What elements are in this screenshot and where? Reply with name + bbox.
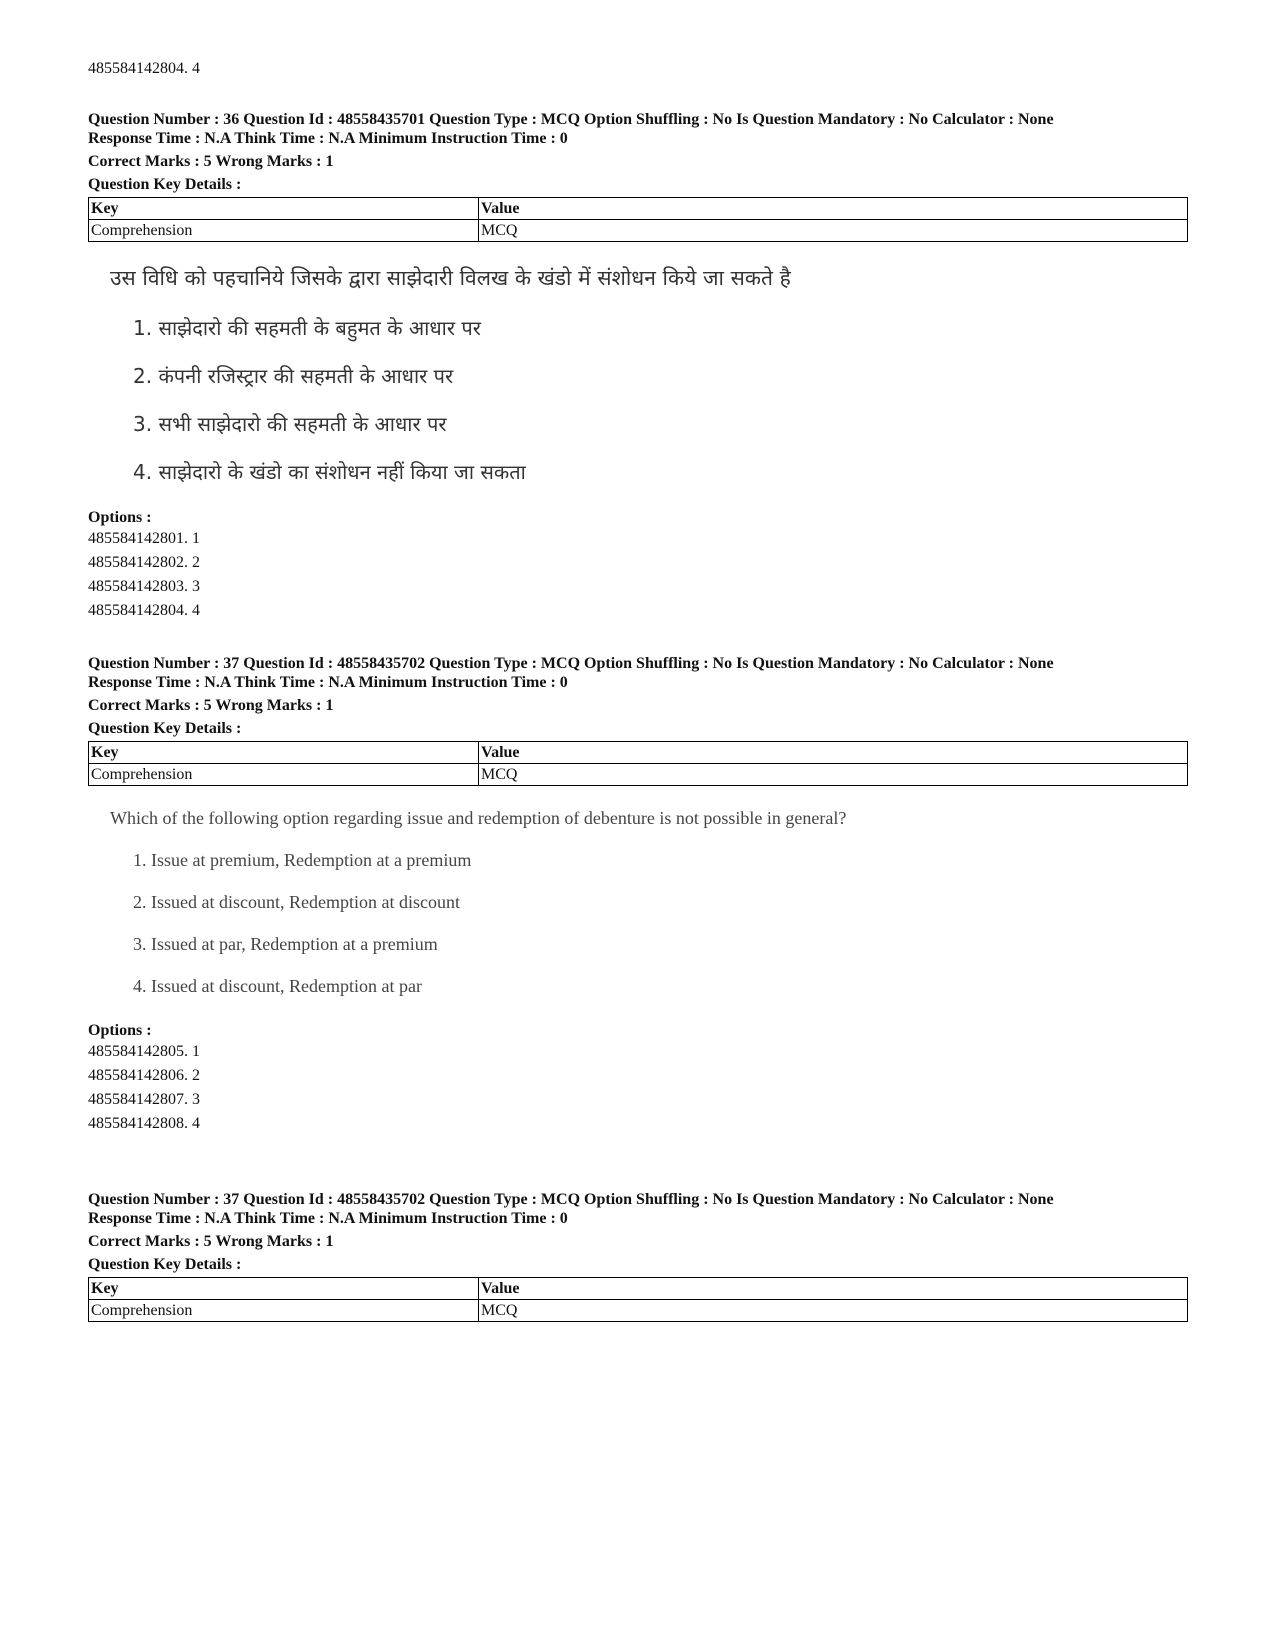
table-cell-key: Comprehension: [89, 764, 479, 786]
previous-option-line: 485584142804. 4: [88, 60, 200, 77]
options-list: [88, 527, 1188, 623]
table-cell-key: Comprehension: [89, 1300, 479, 1322]
key-details-title: Question Key Details :: [88, 720, 242, 737]
option-item: 485584142803. 3: [88, 578, 200, 595]
question-block-37-repeat: [88, 1190, 1188, 1322]
table-header-key: Key: [89, 742, 479, 764]
option-item: 485584142802. 2: [88, 554, 200, 571]
option-item: 485584142808. 4: [88, 1115, 200, 1132]
table-header-key: Key: [89, 198, 479, 220]
question-text: उस विधि को पहचानिये जिसके द्वारा साझेदारी विलख के खंडो में संशोधन किये जा सकते है: [110, 266, 791, 290]
question-meta-line-2: Response Time : N.A Think Time : N.A Minimum Instruction Time : 0: [88, 674, 568, 691]
choice-item: 3. सभी साझेदारो की सहमती के आधार पर: [133, 412, 447, 436]
choice-item: 2. कंपनी रजिस्ट्रार की सहमती के आधार पर: [133, 364, 454, 388]
options-title: Options :: [88, 1022, 152, 1039]
question-choices: [133, 314, 1188, 485]
question-meta-line-1: Question Number : 37 Question Id : 48558435702 Question Type : MCQ Option Shuffling : No Is Question Mandatory : No Calculator : None: [88, 1191, 1054, 1208]
key-details-title: Question Key Details :: [88, 1256, 242, 1273]
option-item: 485584142806. 2: [88, 1067, 200, 1084]
question-meta-line-2: Response Time : N.A Think Time : N.A Minimum Instruction Time : 0: [88, 130, 568, 147]
table-row: [89, 220, 1188, 242]
question-meta-line-1: Question Number : 37 Question Id : 48558435702 Question Type : MCQ Option Shuffling : No Is Question Mandatory : No Calculator : None: [88, 655, 1054, 672]
choice-item: 4. Issued at discount, Redemption at par: [133, 976, 422, 996]
question-meta-line-2: Response Time : N.A Think Time : N.A Minimum Instruction Time : 0: [88, 1210, 568, 1227]
option-item: 485584142804. 4: [88, 602, 200, 619]
table-header-row: [89, 198, 1188, 220]
option-item: 485584142801. 1: [88, 530, 200, 547]
choice-item: 3. Issued at par, Redemption at a premium: [133, 934, 438, 954]
choice-item: 4. साझेदारो के खंडो का संशोधन नहीं किया जा सकता: [133, 460, 526, 484]
question-choices: [133, 850, 1188, 997]
question-marks: Correct Marks : 5 Wrong Marks : 1: [88, 153, 334, 170]
question-meta: [88, 654, 1188, 692]
table-header-value: Value: [479, 742, 1188, 764]
question-marks: Correct Marks : 5 Wrong Marks : 1: [88, 697, 334, 714]
question-text: Which of the following option regarding issue and redemption of debenture is not possible in general?: [110, 808, 847, 828]
choice-item: 1. Issue at premium, Redemption at a premium: [133, 850, 472, 870]
option-item: 485584142805. 1: [88, 1043, 200, 1060]
options-list: [88, 1040, 1188, 1136]
table-header-key: Key: [89, 1278, 479, 1300]
table-cell-value: MCQ: [479, 220, 1188, 242]
question-block-37: [88, 654, 1188, 1136]
table-header-value: Value: [479, 198, 1188, 220]
key-details-table: [88, 1277, 1188, 1322]
question-meta-line-1: Question Number : 36 Question Id : 48558435701 Question Type : MCQ Option Shuffling : No Is Question Mandatory : No Calculator : None: [88, 111, 1054, 128]
question-block-36: [88, 110, 1188, 623]
table-cell-value: MCQ: [479, 764, 1188, 786]
table-header-row: [89, 1278, 1188, 1300]
key-details-table: [88, 197, 1188, 242]
table-header-row: [89, 742, 1188, 764]
table-row: [89, 1300, 1188, 1322]
question-marks: Correct Marks : 5 Wrong Marks : 1: [88, 1233, 334, 1250]
table-cell-value: MCQ: [479, 1300, 1188, 1322]
choice-item: 2. Issued at discount, Redemption at discount: [133, 892, 460, 912]
key-details-title: Question Key Details :: [88, 176, 242, 193]
table-row: [89, 764, 1188, 786]
table-header-value: Value: [479, 1278, 1188, 1300]
key-details-table: [88, 741, 1188, 786]
table-cell-key: Comprehension: [89, 220, 479, 242]
question-meta: [88, 1190, 1188, 1228]
options-title: Options :: [88, 509, 152, 526]
option-item: 485584142807. 3: [88, 1091, 200, 1108]
question-meta: [88, 110, 1188, 148]
choice-item: 1. साझेदारो की सहमती के बहुमत के आधार पर: [133, 316, 481, 340]
